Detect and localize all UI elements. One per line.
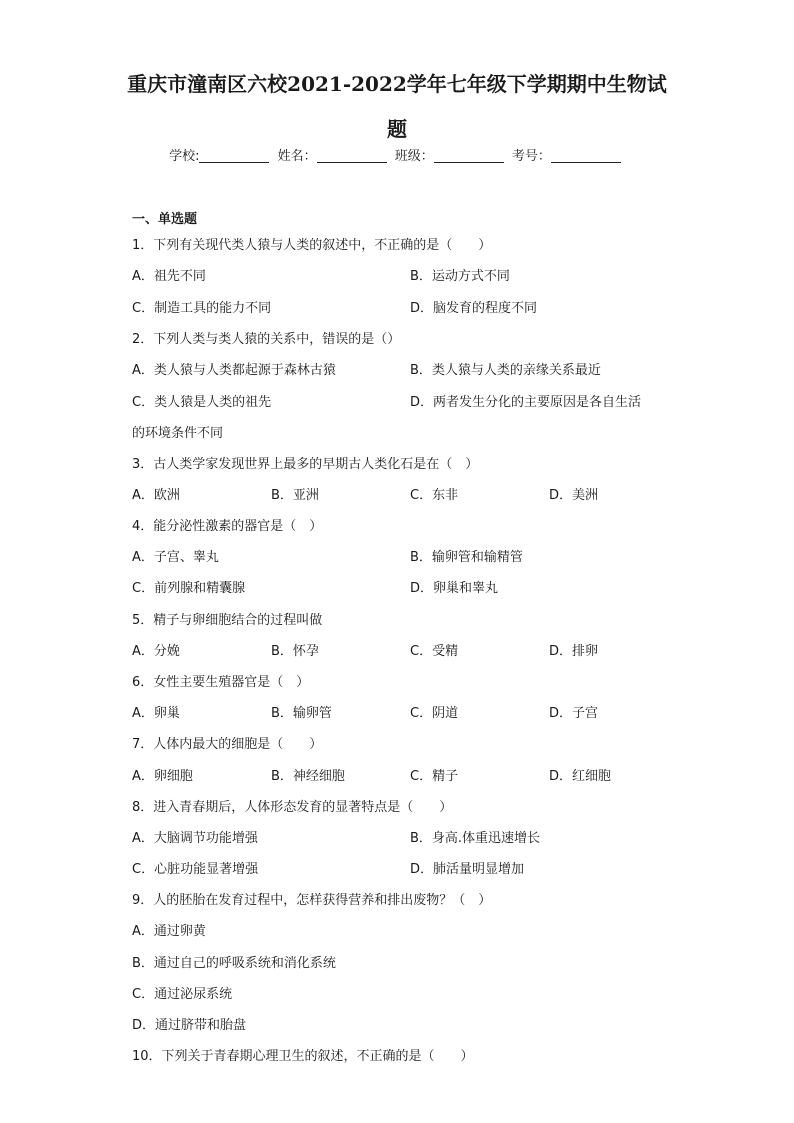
q2-option-d-cont: 的环境条件不同	[132, 426, 224, 441]
q9-stem: 9．人的胚胎在发育过程中，怎样获得营养和排出废物？（ ）	[132, 893, 492, 908]
q3-option-c: C．东非	[410, 488, 459, 503]
q3-option-a: A．欧洲	[132, 488, 180, 503]
page-title: 重庆市潼南区六校2021-2022学年七年级下学期期中生物试	[127, 72, 667, 96]
q5-option-a: A．分娩	[132, 644, 180, 659]
q9-option-d: D．通过脐带和胎盘	[132, 1018, 247, 1033]
student-info	[0, 145, 794, 164]
q8-stem: 8．进入青春期后，人体形态发育的显著特点是（ ）	[132, 800, 453, 815]
q8-option-a: A．大脑调节功能增强	[132, 831, 258, 846]
q8-option-b: B．身高.体重迅速增长	[410, 831, 541, 846]
q7-option-a: A．卵细胞	[132, 769, 193, 784]
name-label: 姓名：	[277, 149, 317, 164]
q6-option-c: C．阴道	[410, 706, 459, 721]
q1-stem: 1．下列有关现代类人猿与人类的叙述中，不正确的是（ ）	[132, 238, 492, 253]
q2-option-c: C．类人猿是人类的祖先	[132, 395, 272, 410]
q6-option-d: D．子宫	[549, 706, 599, 721]
q5-option-d: D．排卵	[549, 644, 599, 659]
class-blank[interactable]	[434, 148, 504, 163]
page-title-cont: 题	[387, 117, 407, 141]
q10-stem: 10．下列关于青春期心理卫生的叙述，不正确的是（ ）	[132, 1049, 474, 1064]
q3-option-d: D．美洲	[549, 488, 599, 503]
q6-option-b: B．输卵管	[271, 706, 332, 721]
q1-option-c: C．制造工具的能力不同	[132, 301, 272, 316]
exam-no-blank[interactable]	[551, 148, 621, 163]
q2-stem: 2．下列人类与类人猿的关系中，错误的是（）	[132, 332, 401, 347]
q3-option-b: B．亚洲	[271, 488, 319, 503]
section-heading: 一、单选题	[132, 212, 198, 227]
name-blank[interactable]	[317, 148, 387, 163]
q4-option-b: B．输卵管和输精管	[410, 550, 523, 565]
q5-option-b: B．怀孕	[271, 644, 319, 659]
q4-option-c: C．前列腺和精囊腺	[132, 581, 246, 596]
q6-stem: 6．女性主要生殖器官是（ ）	[132, 675, 310, 690]
q9-option-a: A．通过卵黄	[132, 924, 206, 939]
school-blank[interactable]	[199, 148, 269, 163]
q2-option-b: B．类人猿与人类的亲缘关系最近	[410, 363, 601, 378]
q7-stem: 7．人体内最大的细胞是（ ）	[132, 737, 323, 752]
q5-stem: 5．精子与卵细胞结合的过程叫做	[132, 613, 323, 628]
exam-no-label: 考号：	[511, 149, 551, 164]
q1-option-d: D．脑发育的程度不同	[410, 301, 538, 316]
q4-option-a: A．子宫、睾丸	[132, 550, 219, 565]
q2-option-d: D．两者发生分化的主要原因是各自生活	[410, 395, 642, 410]
q6-option-a: A．卵巢	[132, 706, 180, 721]
q9-option-b: B．通过自己的呼吸系统和消化系统	[132, 956, 336, 971]
q2-option-a: A．类人猿与人类都起源于森林古猿	[132, 363, 336, 378]
q7-option-b: B．神经细胞	[271, 769, 345, 784]
q4-stem: 4．能分泌性激素的器官是（ ）	[132, 519, 323, 534]
q8-option-c: C．心脏功能显著增强	[132, 862, 259, 877]
class-label: 班级：	[394, 149, 434, 164]
q8-option-d: D．肺活量明显增加	[410, 862, 525, 877]
q4-option-d: D．卵巢和睾丸	[410, 581, 499, 596]
q1-option-b: B．运动方式不同	[410, 269, 510, 284]
q7-option-c: C．精子	[410, 769, 459, 784]
q1-option-a: A．祖先不同	[132, 269, 206, 284]
q3-stem: 3．古人类学家发现世界上最多的早期古人类化石是在（ ）	[132, 457, 479, 472]
q7-option-d: D．红细胞	[549, 769, 612, 784]
school-label: 学校:	[169, 149, 200, 164]
q9-option-c: C．通过泌尿系统	[132, 987, 233, 1002]
q5-option-c: C．受精	[410, 644, 459, 659]
